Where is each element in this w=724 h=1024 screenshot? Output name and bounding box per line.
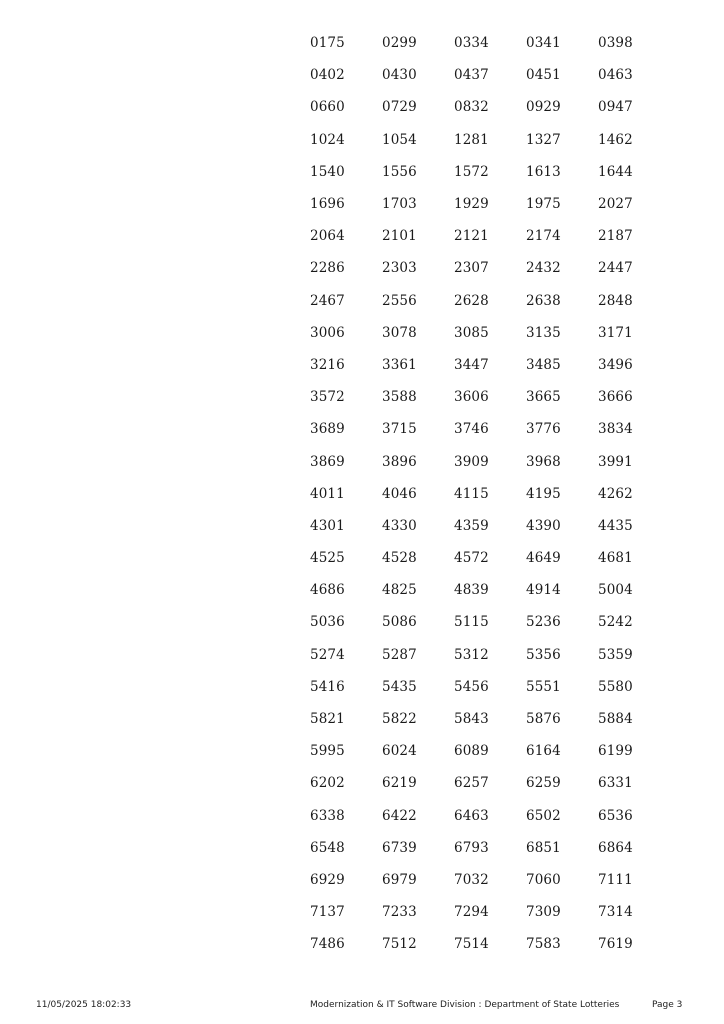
number-cell: 2121 <box>454 228 489 245</box>
number-cell: 5821 <box>310 711 345 728</box>
number-cell: 3968 <box>526 453 561 470</box>
number-cell: 5995 <box>310 743 345 760</box>
number-row <box>310 252 670 284</box>
number-cell: 6463 <box>454 807 489 824</box>
number-cell: 4195 <box>526 485 561 502</box>
number-cell: 2303 <box>382 260 417 277</box>
number-cell: 3085 <box>454 324 489 341</box>
number-cell: 1556 <box>382 163 417 180</box>
number-cell: 5242 <box>598 614 633 631</box>
number-cell: 4572 <box>454 550 489 567</box>
number-cell: 1696 <box>310 196 345 213</box>
number-cell: 3216 <box>310 356 345 373</box>
number-cell: 6331 <box>598 775 633 792</box>
number-cell: 2447 <box>598 260 633 277</box>
number-cell: 4686 <box>310 582 345 599</box>
number-row <box>310 478 670 510</box>
number-row <box>310 896 670 928</box>
number-cell: 1644 <box>598 163 633 180</box>
number-row <box>310 864 670 896</box>
number-row <box>310 510 670 542</box>
number-row <box>310 59 670 91</box>
number-cell: 5036 <box>310 614 345 631</box>
number-cell: 2307 <box>454 260 489 277</box>
number-cell: 7294 <box>454 904 489 921</box>
number-cell: 5456 <box>454 678 489 695</box>
number-cell: 6502 <box>526 807 561 824</box>
number-cell: 6202 <box>310 775 345 792</box>
number-cell: 4825 <box>382 582 417 599</box>
number-cell: 6257 <box>454 775 489 792</box>
number-cell: 2467 <box>310 292 345 309</box>
number-cell: 3606 <box>454 389 489 406</box>
number-cell: 4528 <box>382 550 417 567</box>
number-cell: 6219 <box>382 775 417 792</box>
number-cell: 0402 <box>310 67 345 84</box>
number-cell: 2638 <box>526 292 561 309</box>
number-cell: 5416 <box>310 678 345 695</box>
number-cell: 0430 <box>382 67 417 84</box>
number-cell: 1703 <box>382 196 417 213</box>
number-row <box>310 156 670 188</box>
number-cell: 4390 <box>526 517 561 534</box>
number-row <box>310 606 670 638</box>
number-cell: 5086 <box>382 614 417 631</box>
number-cell: 3135 <box>526 324 561 341</box>
number-cell: 6536 <box>598 807 633 824</box>
number-cell: 6024 <box>382 743 417 760</box>
number-cell: 6259 <box>526 775 561 792</box>
number-cell: 0832 <box>454 99 489 116</box>
number-cell: 3171 <box>598 324 633 341</box>
number-cell: 3588 <box>382 389 417 406</box>
number-cell: 1929 <box>454 196 489 213</box>
number-row <box>310 639 670 671</box>
number-cell: 1613 <box>526 163 561 180</box>
number-cell: 3447 <box>454 356 489 373</box>
number-cell: 2432 <box>526 260 561 277</box>
number-cell: 6793 <box>454 839 489 856</box>
number-cell: 3715 <box>382 421 417 438</box>
number-row <box>310 671 670 703</box>
number-cell: 5004 <box>598 582 633 599</box>
number-cell: 2187 <box>598 228 633 245</box>
number-cell: 3834 <box>598 421 633 438</box>
number-row <box>310 381 670 413</box>
number-cell: 2628 <box>454 292 489 309</box>
number-grid <box>310 27 670 960</box>
number-cell: 2556 <box>382 292 417 309</box>
number-row <box>310 413 670 445</box>
number-cell: 7512 <box>382 936 417 953</box>
number-cell: 4262 <box>598 485 633 502</box>
number-cell: 6548 <box>310 839 345 856</box>
number-cell: 0341 <box>526 35 561 52</box>
number-cell: 3496 <box>598 356 633 373</box>
number-cell: 4435 <box>598 517 633 534</box>
number-cell: 1327 <box>526 131 561 148</box>
number-row <box>310 574 670 606</box>
number-cell: 7514 <box>454 936 489 953</box>
footer-division: Modernization & IT Software Division : Department of State Lotteries <box>310 1000 620 1010</box>
number-cell: 2027 <box>598 196 633 213</box>
number-row <box>310 928 670 960</box>
number-cell: 0947 <box>598 99 633 116</box>
number-cell: 5312 <box>454 646 489 663</box>
number-cell: 2101 <box>382 228 417 245</box>
number-cell: 7032 <box>454 871 489 888</box>
number-cell: 2848 <box>598 292 633 309</box>
number-cell: 4525 <box>310 550 345 567</box>
number-row <box>310 349 670 381</box>
number-cell: 4839 <box>454 582 489 599</box>
number-row <box>310 800 670 832</box>
number-cell: 5287 <box>382 646 417 663</box>
number-cell: 1281 <box>454 131 489 148</box>
number-row <box>310 542 670 574</box>
number-cell: 5435 <box>382 678 417 695</box>
number-cell: 0729 <box>382 99 417 116</box>
number-cell: 5359 <box>598 646 633 663</box>
number-cell: 4649 <box>526 550 561 567</box>
number-cell: 5115 <box>454 614 489 631</box>
number-cell: 5236 <box>526 614 561 631</box>
number-cell: 3006 <box>310 324 345 341</box>
number-cell: 6199 <box>598 743 633 760</box>
number-cell: 6422 <box>382 807 417 824</box>
number-cell: 7314 <box>598 904 633 921</box>
number-cell: 3776 <box>526 421 561 438</box>
number-cell: 1054 <box>382 131 417 148</box>
number-cell: 1462 <box>598 131 633 148</box>
number-cell: 2064 <box>310 228 345 245</box>
number-cell: 5884 <box>598 711 633 728</box>
number-row <box>310 703 670 735</box>
number-cell: 7486 <box>310 936 345 953</box>
number-row <box>310 285 670 317</box>
number-row <box>310 188 670 220</box>
number-cell: 5822 <box>382 711 417 728</box>
number-row <box>310 767 670 799</box>
number-cell: 2286 <box>310 260 345 277</box>
number-cell: 6089 <box>454 743 489 760</box>
number-cell: 3078 <box>382 324 417 341</box>
number-cell: 0437 <box>454 67 489 84</box>
number-cell: 6851 <box>526 839 561 856</box>
number-cell: 3689 <box>310 421 345 438</box>
number-cell: 6979 <box>382 871 417 888</box>
number-cell: 6864 <box>598 839 633 856</box>
number-row <box>310 27 670 59</box>
number-cell: 6739 <box>382 839 417 856</box>
number-cell: 6338 <box>310 807 345 824</box>
number-cell: 7137 <box>310 904 345 921</box>
number-cell: 4359 <box>454 517 489 534</box>
number-cell: 0299 <box>382 35 417 52</box>
number-cell: 3896 <box>382 453 417 470</box>
footer-timestamp: 11/05/2025 18:02:33 <box>36 1000 132 1010</box>
number-cell: 4046 <box>382 485 417 502</box>
number-cell: 1572 <box>454 163 489 180</box>
number-cell: 0334 <box>454 35 489 52</box>
number-row <box>310 735 670 767</box>
number-cell: 1975 <box>526 196 561 213</box>
number-cell: 3361 <box>382 356 417 373</box>
number-cell: 5580 <box>598 678 633 695</box>
number-cell: 0660 <box>310 99 345 116</box>
number-row <box>310 317 670 349</box>
number-cell: 7309 <box>526 904 561 921</box>
number-cell: 7583 <box>526 936 561 953</box>
number-cell: 5274 <box>310 646 345 663</box>
number-cell: 1540 <box>310 163 345 180</box>
number-cell: 0398 <box>598 35 633 52</box>
number-cell: 3485 <box>526 356 561 373</box>
number-cell: 0451 <box>526 67 561 84</box>
number-cell: 3869 <box>310 453 345 470</box>
footer-page-number: Page 3 <box>652 1000 683 1010</box>
number-cell: 3909 <box>454 453 489 470</box>
number-cell: 0463 <box>598 67 633 84</box>
number-cell: 7060 <box>526 871 561 888</box>
number-row <box>310 220 670 252</box>
number-cell: 3666 <box>598 389 633 406</box>
number-cell: 3746 <box>454 421 489 438</box>
number-row <box>310 124 670 156</box>
number-row <box>310 91 670 123</box>
number-row <box>310 832 670 864</box>
number-cell: 5843 <box>454 711 489 728</box>
number-cell: 4115 <box>454 485 489 502</box>
page-footer <box>0 1000 724 1014</box>
number-cell: 7111 <box>598 871 633 888</box>
number-cell: 7619 <box>598 936 633 953</box>
number-cell: 5876 <box>526 711 561 728</box>
number-cell: 5356 <box>526 646 561 663</box>
number-cell: 0175 <box>310 35 345 52</box>
number-cell: 0929 <box>526 99 561 116</box>
number-cell: 4011 <box>310 485 345 502</box>
number-cell: 5551 <box>526 678 561 695</box>
number-cell: 2174 <box>526 228 561 245</box>
number-cell: 4301 <box>310 517 345 534</box>
number-cell: 3665 <box>526 389 561 406</box>
number-cell: 4914 <box>526 582 561 599</box>
number-cell: 7233 <box>382 904 417 921</box>
number-cell: 6929 <box>310 871 345 888</box>
number-cell: 6164 <box>526 743 561 760</box>
number-cell: 3572 <box>310 389 345 406</box>
number-cell: 4681 <box>598 550 633 567</box>
number-cell: 3991 <box>598 453 633 470</box>
number-cell: 4330 <box>382 517 417 534</box>
number-row <box>310 445 670 477</box>
number-cell: 1024 <box>310 131 345 148</box>
